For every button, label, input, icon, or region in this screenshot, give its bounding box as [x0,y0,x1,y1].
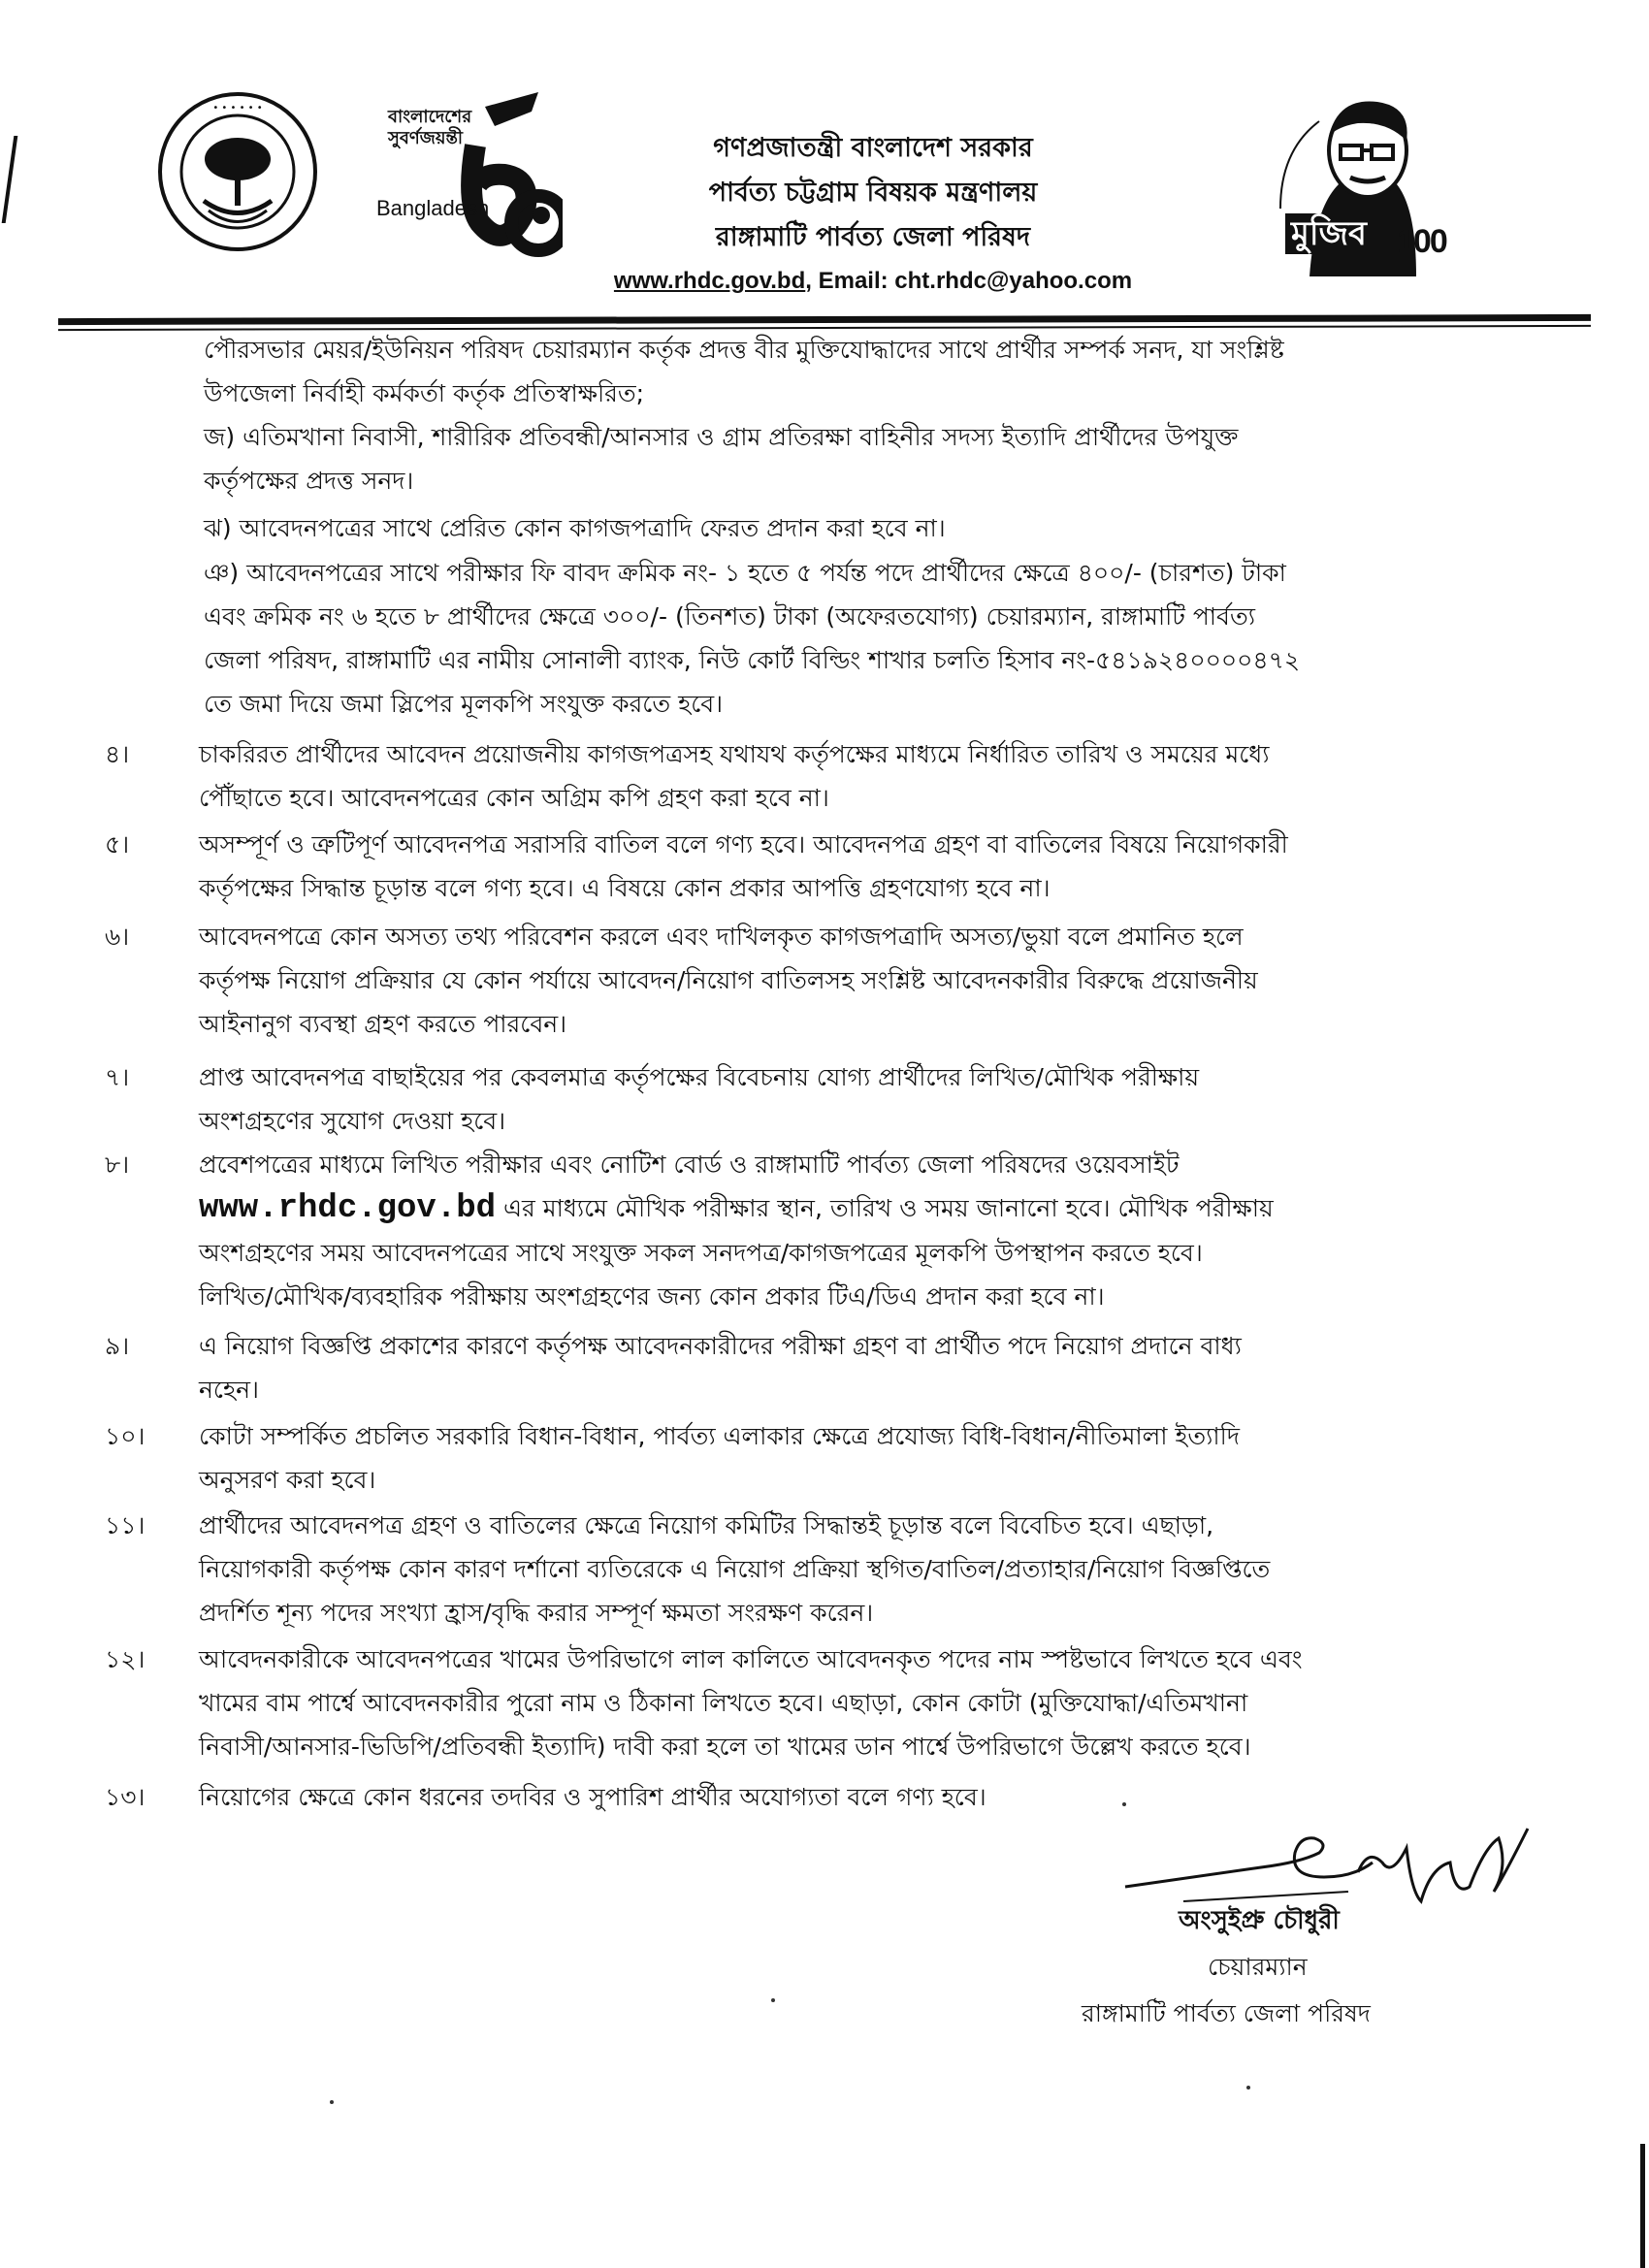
text-line: আবেদনকারীকে আবেদনপত্রের খামের উপরিভাগে লাল কালিতে আবেদনকৃত পদের নাম স্পষ্টভাবে লিখতে হবে এবং [199,1645,1303,1673]
text-line: চাকরিরত প্রার্থীদের আবেদন প্রয়োজনীয় কাগজপত্রসহ যথাযথ কর্তৃপক্ষের মাধ্যমে নির্ধারিত তারিখ ও সময়ের মধ্যে [199,740,1270,768]
mujib-100-text: 100 [1397,223,1446,260]
scan-speck [1122,1802,1126,1806]
item-text [199,1637,1508,1768]
item-text [199,732,1508,820]
subitem-nya [204,551,1508,726]
text-line: তে জমা দিয়ে জমা স্লিপের মূলকপি সংযুক্ত করতে হবে। [204,690,724,718]
item-number: ১০। [105,1422,146,1450]
text-span: এর মাধ্যমে মৌখিক পরীক্ষার স্থান, তারিখ ও সময় জানানো হবে। মৌখিক পরীক্ষায় [503,1194,1274,1222]
website-link[interactable]: www.rhdc.gov.bd [199,1190,497,1227]
govt-name: গণপ্রজাতন্ত্রী বাংলাদেশ সরকার [713,133,1033,163]
item-number: ১১। [105,1511,146,1539]
item-text [199,915,1508,1046]
text-line: অনুসরণ করা হবে। [199,1466,376,1494]
mujib-logo-text: মুজিব [1285,213,1373,254]
text-line: প্রদর্শিত শূন্য পদের সংখ্যা হ্রাস/বৃদ্ধি করার সম্পূর্ণ ক্ষমতা সংরক্ষণ করেন। [199,1599,874,1627]
text-line: কর্তৃপক্ষের সিদ্ধান্ত চূড়ান্ত বলে গণ্য হবে। এ বিষয়ে কোন প্রকার আপত্তি গ্রহণযোগ্য হবে না। [199,874,1051,902]
text-line: পৌঁছাতে হবে। আবেদনপত্রের কোন অগ্রিম কপি গ্রহণ করা হবে না। [199,784,829,812]
scan-artifact [1640,2144,1645,2268]
signatory-title: চেয়ারম্যান [1208,1953,1308,1981]
text-line: নিয়োগের ক্ষেত্রে কোন ধরনের তদবির ও সুপারিশ প্রার্থীর অযোগ্যতা বলে গণ্য হবে। [199,1783,986,1811]
text-line [199,1186,1508,1231]
item-number: ৫। [105,830,130,859]
text-line: কর্তৃপক্ষের প্রদত্ত সনদ। [204,467,414,495]
text-line: আইনানুগ ব্যবস্থা গ্রহণ করতে পারবেন। [199,1010,567,1038]
subitem-jha2 [204,506,1508,550]
letterhead-text [563,126,1183,303]
district-council-seal-icon [155,89,320,254]
subitem-jha [204,415,1508,502]
text-line: এ নিয়োগ বিজ্ঞপ্তি প্রকাশের কারণে কর্তৃপক্ষ আবেদনকারীদের পরীক্ষা গ্রহণ বা প্রার্থীত পদে নিয়োগ প্রদানে বাধ্য [199,1332,1242,1360]
golden-jubilee-logo [369,87,563,281]
text-line: আবেদনপত্রে কোন অসত্য তথ্য পরিবেশন করলে এবং দাখিলকৃত কাগজপত্রাদি অসত্য/ভুয়া বলে প্রমানিত হলে [199,923,1244,951]
text-line: কর্তৃপক্ষ নিয়োগ প্রক্রিয়ার যে কোন পর্যায়ে আবেদন/নিয়োগ বাতিলসহ সংশ্লিষ্ট আবেদনকারীর বিরুদ্ধে প্রয়োজনীয় [199,966,1258,994]
item-text [199,1143,1508,1318]
text-line: নহেন। [199,1376,259,1404]
signatory-name: অংসুইপ্রু চৌধুরী [1179,1906,1340,1935]
text-line: ঞ) আবেদনপত্রের সাথে পরীক্ষার ফি বাবদ ক্রমিক নং- ১ হতে ৫ পর্যন্ত পদে প্রার্থীদের ক্ষেত্রে ৪০০/- (চারশত) টাকা [204,559,1286,587]
scan-artifact [2,136,18,223]
scan-speck [330,2100,334,2104]
item-number: ১২। [105,1645,146,1673]
text-line: কোটা সম্পর্কিত প্রচলিত সরকারি বিধান-বিধান, পার্বত্য এলাকার ক্ষেত্রে প্রযোজ্য বিধি-বিধান/নীতিমালা ইত্যাদি [199,1422,1240,1450]
text-line: খামের বাম পার্শ্বে আবেদনকারীর পুরো নাম ও ঠিকানা লিখতে হবে। এছাড়া, কোন কোটা (মুক্তিযোদ্ধা/এতিমখানা [199,1689,1248,1717]
jubilee-english-text: Bangladesh [376,196,490,220]
item-text [199,823,1508,910]
item-number: ১৩। [105,1783,146,1811]
item-text [199,1504,1508,1635]
contact-line [563,260,1183,303]
text-line: নিবাসী/আনসার-ভিডিপি/প্রতিবন্ধী ইত্যাদি) দাবী করা হলে তা খামের ডান পার্শ্বে উপরিভাগে উল্লেখ করতে হবে। [199,1733,1251,1761]
mujib-portrait-icon [1271,92,1513,286]
text-line: অসম্পূর্ণ ও ত্রুটিপূর্ণ আবেদনপত্র সরাসরি বাতিল বলে গণ্য হবে। আবেদনপত্র গ্রহণ বা বাতিলের বিষয়ে নিয়োগকারী [199,830,1288,859]
item-number: ৭। [105,1063,130,1091]
text-line: উপজেলা নির্বাহী কর্মকর্তা কর্তৃক প্রতিস্বাক্ষরিত; [204,379,645,407]
item-text [199,1324,1508,1411]
text-line: প্রাপ্ত আবেদনপত্র বাছাইয়ের পর কেবলমাত্র কর্তৃপক্ষের বিবেচনায় যোগ্য প্রার্থীদের লিখিত/মৌখিক পরীক্ষায় [199,1063,1200,1091]
letterhead [146,78,1542,310]
item-number: ৪। [105,740,130,768]
text-line: ঝ) আবেদনপত্রের সাথে প্রেরিত কোন কাগজপত্রাদি ফেরত প্রদান করা হবে না। [204,514,946,542]
scan-speck [1246,2086,1250,2090]
text-line: অংশগ্রহণের সুযোগ দেওয়া হবে। [199,1107,506,1135]
item-number: ৬। [105,923,130,951]
continuation-paragraph [204,328,1508,415]
text-line: পৌরসভার মেয়র/ইউনিয়ন পরিষদ চেয়ারম্যান কর্তৃক প্রদত্ত বীর মুক্তিযোদ্ধাদের সাথে প্রার্থীর সম্পর্ক সনদ, যা সংশ্লিষ্ট [204,336,1284,364]
text-line: জ) এতিমখানা নিবাসী, শারীরিক প্রতিবন্ধী/আনসার ও গ্রাম প্রতিরক্ষা বাহিনীর সদস্য ইত্যাদি প্রার্থীদের উপযুক্ত [204,423,1239,451]
council-name: রাঙ্গামাটি পার্বত্য জেলা পরিষদ [715,222,1031,252]
jubilee-bangla-text: বাংলাদেশের সুবর্ণজয়ন্তী [388,107,472,148]
scan-speck [771,1998,775,2002]
item-number: ৮। [105,1150,130,1179]
email-text: , Email: cht.rhdc@yahoo.com [805,268,1133,294]
item-text [199,1414,1508,1502]
text-line: এবং ক্রমিক নং ৬ হতে ৮ প্রার্থীদের ক্ষেত্রে ৩০০/- (তিনশত) টাকা (অফেরতযোগ্য) চেয়ারম্যান, রাঙ্গামাটি পার্বত্য [204,602,1255,631]
header-divider [58,314,1591,325]
text-line: অংশগ্রহণের সময় আবেদনপত্রের সাথে সংযুক্ত সকল সনদপত্র/কাগজপত্রের মূলকপি উপস্থাপন করতে হবে। [199,1239,1203,1267]
text-line: লিখিত/মৌখিক/ব্যবহারিক পরীক্ষায় অংশগ্রহণের জন্য কোন প্রকার টিএ/ডিএ প্রদান করা হবে না। [199,1282,1105,1311]
text-line: জেলা পরিষদ, রাঙ্গামাটি এর নামীয় সোনালী ব্যাংক, নিউ কোর্ট বিল্ডিং শাখার চলতি হিসাব নং-৫৪১৯২৪০০০০৪৭২ [204,646,1301,674]
item-text [199,1055,1508,1143]
text-line: প্রার্থীদের আবেদনপত্র গ্রহণ ও বাতিলের ক্ষেত্রে নিয়োগ কমিটির সিদ্ধান্তই চূড়ান্ত বলে বিবেচিত হবে। এছাড়া, [199,1511,1214,1539]
svg-text:• • • • • •: • • • • • • [212,103,263,113]
website-link[interactable]: www.rhdc.gov.bd [613,268,806,294]
text-line: প্রবেশপত্রের মাধ্যমে লিখিত পরীক্ষার এবং নোটিশ বোর্ড ও রাঙ্গামাটি পার্বত্য জেলা পরিষদের ওয়েবসাইট [199,1150,1180,1179]
text-line: নিয়োগকারী কর্তৃপক্ষ কোন কারণ দর্শানো ব্যতিরেকে এ নিয়োগ প্রক্রিয়া স্থগিত/বাতিল/প্রত্যাহার/নিয়োগ বিজ্ঞপ্তিতে [199,1555,1271,1583]
item-number: ৯। [105,1332,130,1360]
ministry-name: পার্বত্য চট্টগ্রাম বিষয়ক মন্ত্রণালয় [708,178,1038,208]
signatory-organization: রাঙ্গামাটি পার্বত্য জেলা পরিষদ [1082,1999,1371,2027]
